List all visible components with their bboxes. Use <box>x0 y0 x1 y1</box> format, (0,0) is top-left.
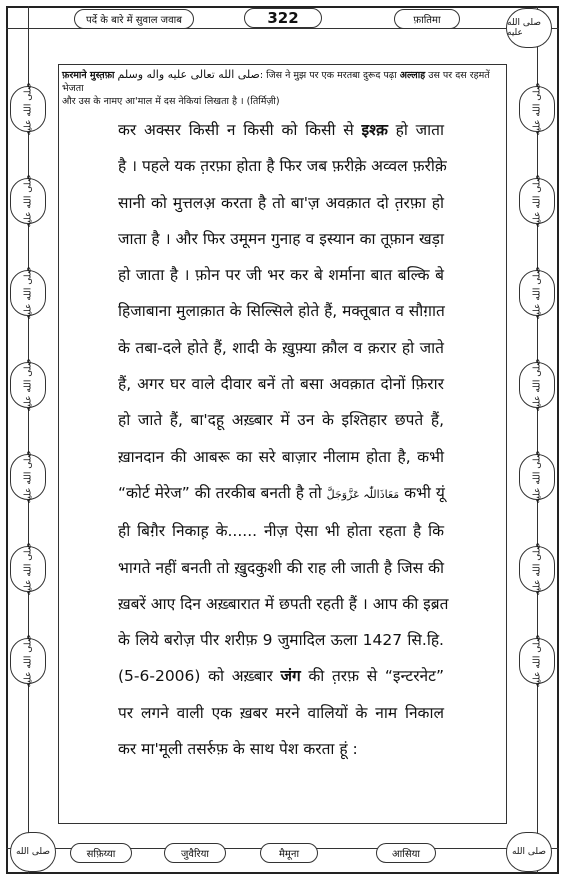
side-medallion-left: صلى الله عليه <box>10 86 46 132</box>
header-corner-medallion: صلى الله عليه <box>506 8 552 48</box>
notice-text-2: उस पर दस रहमतें भेजता <box>62 70 490 94</box>
side-medallion-left: صلى الله عليه <box>10 638 46 684</box>
side-medallion-left: صلى الله عليه <box>10 546 46 592</box>
side-medallion-right: صلى الله عليه <box>519 638 555 684</box>
text-line: ख़बरें आए दिन अख़्बारात में छपती रहती हैं । आप की इब्रत <box>118 594 449 613</box>
side-medallion-left: صلى الله عليه <box>10 454 46 500</box>
text-line: हैं, अगर घर वाले दीवार बनें तो बसा अवक़ात दोनों फ़िरार <box>118 375 444 394</box>
arabic-phrase: مَعَاذَاللّٰہ عَزَّوَجَلَّ <box>326 487 400 501</box>
notice-text-1: : जिस ने मुझ पर एक मरतबा दुरूद पढ़ा <box>259 70 400 81</box>
text-line: सानी को मुत्तलअ़ करता है तो बा'ज़ अवक़ात दो त़रफ़ा हो <box>118 193 444 212</box>
side-medallion-right: صلى الله عليه <box>519 270 555 316</box>
hadith-notice <box>62 68 502 108</box>
page-number: 322 <box>244 8 322 28</box>
text-line: “कोर्ट मेरेज” की तरकीब बनती है तो مَعَاذَاللّٰہ عَزَّوَجَلَّ कभी यूं <box>118 483 445 502</box>
text-line: ख़ानदान की आबरू का सरे बाज़ार नीलाम होता है, कभी <box>118 447 444 466</box>
notice-allah: अल्लाह <box>399 70 426 81</box>
notice-salutation: صلى الله تعالى عليه واله وسلم <box>117 68 260 81</box>
text-line: के लिये बरोज़ पीर शरीफ़ 9 जुमादिल ऊला 1427 सि.हि. <box>118 631 444 650</box>
text-line: के तबा-दले होते हैं, शादी के ख़ुफ़्या क़ौल व क़रार हो जाते <box>118 338 444 357</box>
text-line: हिजाबाना मुलाक़ात के सिल्सिले होते हैं, मक्तूबात व सौग़ात <box>118 302 445 321</box>
notice-line-2: और उस के नामए आ'माल में दस नेकियां लिखता है । (तिर्मिज़ी) <box>62 96 280 107</box>
header-name-tag: फ़ातिमा <box>394 9 460 29</box>
text-line: हो जाता है । फ़ोन पर जी भर कर बे शर्माना बात बल्कि बे <box>118 266 444 285</box>
text-line: भागते नहीं बनती तो ख़ुदकुशी की राह ली जाती है जिस की <box>118 558 444 577</box>
keyword-ishq: इश्क़ <box>361 121 388 139</box>
text-line: पर लगने वाली एक ख़बर मरने वालियों के नाम निकाल <box>118 703 444 722</box>
footer-name-tag: सफ़िय्या <box>70 843 132 863</box>
side-medallion-right: صلى الله عليه <box>519 454 555 500</box>
text-line: कर मा'मूली तसर्रुफ़ के साथ पेश करता हूं : <box>118 740 358 759</box>
right-rule <box>537 6 538 874</box>
text-line: कर अक्सर किसी न किसी को किसी से इश्क़ हो जाता <box>118 121 445 139</box>
side-medallion-right: صلى الله عليه <box>519 178 555 224</box>
footer-name-tag: आसिया <box>376 843 436 863</box>
left-rule <box>28 6 29 874</box>
body-paragraph <box>118 112 449 767</box>
text-line: (5-6-2006) को अख़्बार जंग की त़रफ़ से “इन्टरनेट” <box>118 667 444 686</box>
footer-name-tag: मैमूना <box>260 843 318 863</box>
side-medallion-right: صلى الله عليه <box>519 362 555 408</box>
footer-corner-medallion-right: صلى الله <box>506 832 552 872</box>
side-medallion-left: صلى الله عليه <box>10 178 46 224</box>
book-title: पर्दे के बारे में सुवाल जवाब <box>74 9 194 29</box>
keyword-jang: जंग <box>280 667 301 686</box>
text-line: है । पहले यक त़रफ़ा होता है फिर जब फ़रीक़े अव्वल फ़रीक़े <box>118 157 447 176</box>
side-medallion-left: صلى الله عليه <box>10 362 46 408</box>
text-line: हो जाते हैं, बा'दहू अख़्बार में उन के इश्तिहार छपते हैं, <box>118 411 444 430</box>
side-medallion-right: صلى الله عليه <box>519 546 555 592</box>
footer-name-tag: जुवैरिया <box>164 843 226 863</box>
side-medallion-left: صلى الله عليه <box>10 270 46 316</box>
notice-prefix: फ़रमाने मुस्त़फ़ा <box>62 70 115 81</box>
text-line: जाता है । और फिर उमूमन गुनाह व इस्यान का तूफ़ान खड़ा <box>118 229 444 248</box>
side-medallion-right: صلى الله عليه <box>519 86 555 132</box>
text-line: ही बिग़ैर निकाह़ के...... नीज़ ऐसा भी होता रहता है कि <box>118 522 444 541</box>
footer-corner-medallion-left: صلى الله <box>10 832 56 872</box>
